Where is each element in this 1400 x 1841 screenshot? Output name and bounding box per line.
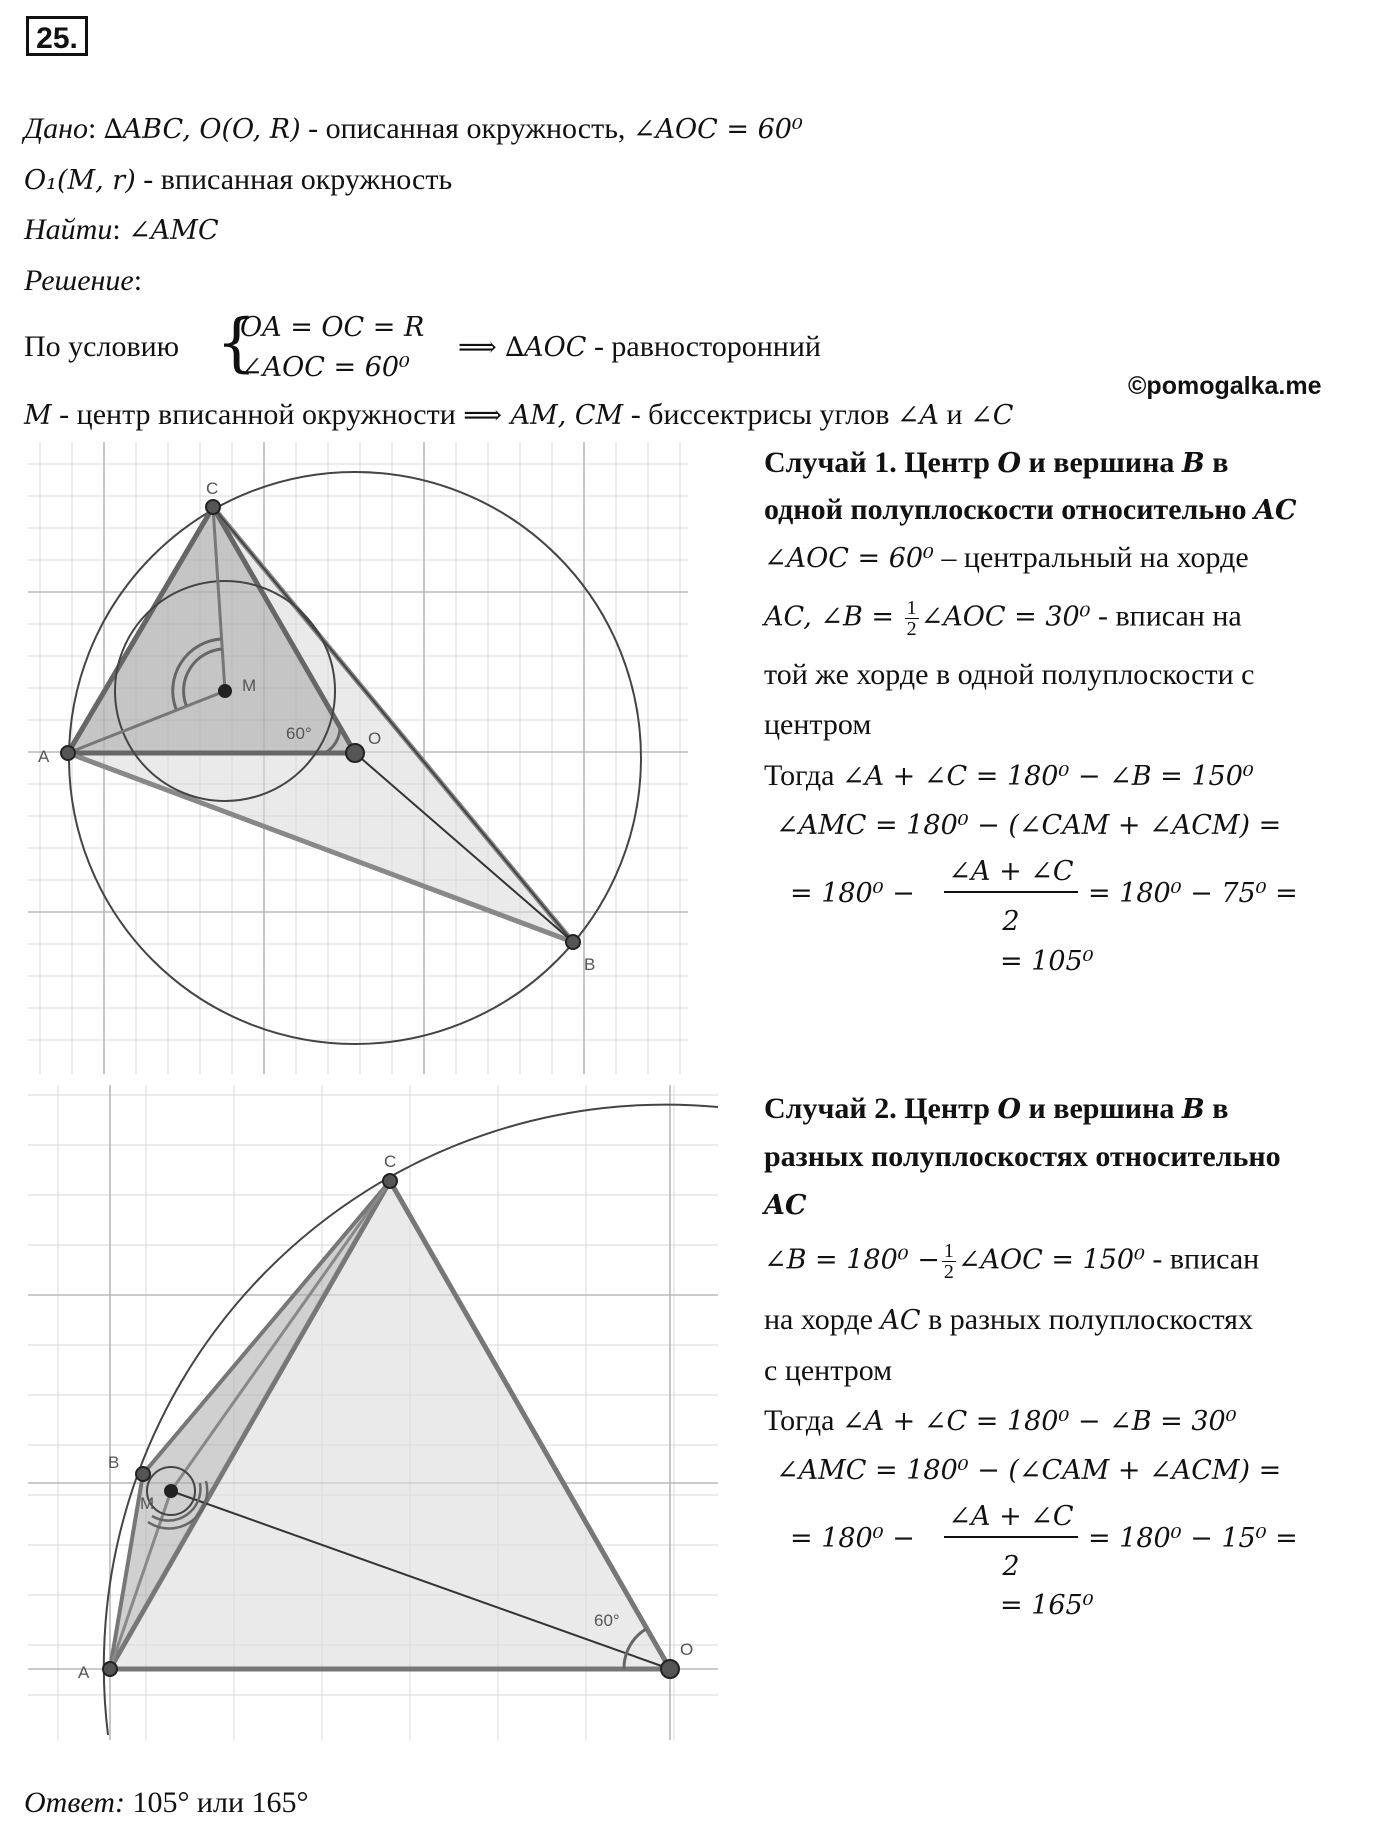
incenter-line — [24, 398, 1013, 432]
case2-line-5: на хорде AC в разных полуплоскостях — [764, 1303, 1253, 1336]
given-text-2: - вписанная окружность — [135, 163, 453, 196]
label-b: B — [108, 1453, 120, 1472]
label-b: B — [584, 955, 596, 974]
given-angle: ∠AOC = 60⁰ — [632, 114, 803, 145]
case1-title-2: одной полуплоскости относительно AC — [764, 493, 1297, 526]
find-line: Найти: ∠AMC — [24, 213, 219, 246]
case2-title-2: разных полуплоскостях относительно — [764, 1140, 1281, 1173]
case2-line-8: ∠AMC = 180⁰ − (∠CAM + ∠ACM) = — [776, 1455, 1282, 1486]
case2-line-10: = 165⁰ — [1000, 1590, 1094, 1621]
label-m: M — [140, 1494, 155, 1513]
figure-case-1 — [28, 442, 688, 1074]
solution-label-line: Решение: — [24, 264, 143, 297]
case1-line-4: AC, ∠B = $\frac{1}{2}$ ∠AOC = 30⁰ - вписан на — [764, 597, 1242, 640]
find-value: ∠AMC — [128, 215, 219, 246]
case2-title-1: Случай 2. Центр O и вершина B в — [764, 1092, 1229, 1125]
case2-line-4: ∠B = 180⁰ − $\frac{1}{2}$ ∠AOC = 150⁰ - вписан — [764, 1240, 1260, 1283]
incenter-text: - центр вписанной окружности — [51, 398, 464, 431]
incenter-text-2: - биссектрисы углов — [623, 398, 897, 431]
condition-result-text: - равносторонний — [586, 330, 821, 363]
answer-value: 105° или 165° — [124, 1786, 309, 1819]
label-a: A — [78, 1663, 90, 1682]
case2-line-9b: = 180⁰ − 15⁰ = — [1088, 1523, 1298, 1554]
case2-frac-num: ∠A + ∠C — [944, 1501, 1078, 1538]
given-math-2: O₁(M, r) — [24, 165, 136, 196]
label-m: M — [242, 676, 257, 695]
case1-line-3: ∠AOC = 60⁰ – центральный на хорде — [764, 541, 1249, 574]
answer-line — [24, 1786, 309, 1820]
condition-result-math: ⟹ ∆AOC — [458, 332, 587, 363]
condition-1: OA = OC = R — [240, 312, 425, 343]
incenter-math-2: ⟹ AM, CM — [463, 400, 624, 431]
label-o: O — [680, 1640, 694, 1659]
case1-frac-den: 2 — [1002, 906, 1020, 937]
condition-2: ∠AOC = 60⁰ — [240, 352, 410, 383]
problem-number: 25. — [26, 16, 88, 56]
watermark: ©pomogalka.me — [1128, 372, 1322, 400]
case1-line-8: ∠AMC = 180⁰ − (∠CAM + ∠ACM) = — [776, 810, 1282, 841]
given-line-2 — [24, 163, 452, 197]
incenter-math: M — [24, 400, 52, 431]
find-label: Найти — [24, 213, 113, 246]
answer-label: Ответ: — [24, 1786, 125, 1819]
case1-line-10: = 105⁰ — [1000, 946, 1094, 977]
label-a: A — [38, 747, 50, 766]
condition-prefix: По условию — [24, 330, 180, 363]
label-c: C — [206, 479, 219, 498]
condition-result — [458, 330, 821, 364]
incenter-text-3: и — [939, 398, 971, 431]
case1-line-6: центром — [764, 708, 872, 741]
case2-title-3: AC — [764, 1190, 807, 1221]
case1-line-5: той же хорде в одной полуплоскости с — [764, 658, 1255, 691]
case2-line-6: с центром — [764, 1354, 893, 1387]
solution-label: Решение — [24, 264, 134, 297]
label-c: C — [384, 1152, 397, 1171]
label-angle: 60° — [594, 1611, 620, 1630]
incenter-math-3: ∠A — [896, 400, 940, 431]
label-o: O — [368, 729, 382, 748]
case1-line-7: Тогда ∠A + ∠C = 180⁰ − ∠B = 150⁰ — [764, 759, 1254, 792]
brace-icon: { — [216, 306, 257, 380]
case1-line-9a: = 180⁰ − — [790, 878, 915, 909]
given-math-1: ∆ABC, O(O, R) — [103, 114, 301, 145]
incenter-math-4: ∠C — [970, 400, 1014, 431]
given-text-1: - описанная окружность, — [300, 112, 633, 145]
figure-case-2 — [28, 1085, 718, 1740]
case1-line-9b: = 180⁰ − 75⁰ = — [1088, 878, 1298, 909]
case2-line-7: Тогда ∠A + ∠C = 180⁰ − ∠B = 30⁰ — [764, 1404, 1237, 1437]
case2-frac-den: 2 — [1002, 1551, 1020, 1582]
given-line-1: Дано: ∆ABC, O(O, R) - описанная окружность, ∠AOC = 60⁰ — [24, 112, 803, 145]
label-angle: 60° — [286, 724, 312, 743]
given-label: Дано — [24, 112, 88, 145]
case1-frac-num: ∠A + ∠C — [944, 856, 1078, 893]
case2-line-9a: = 180⁰ − — [790, 1523, 915, 1554]
case1-title-1: Случай 1. Центр O и вершина B в — [764, 446, 1229, 479]
